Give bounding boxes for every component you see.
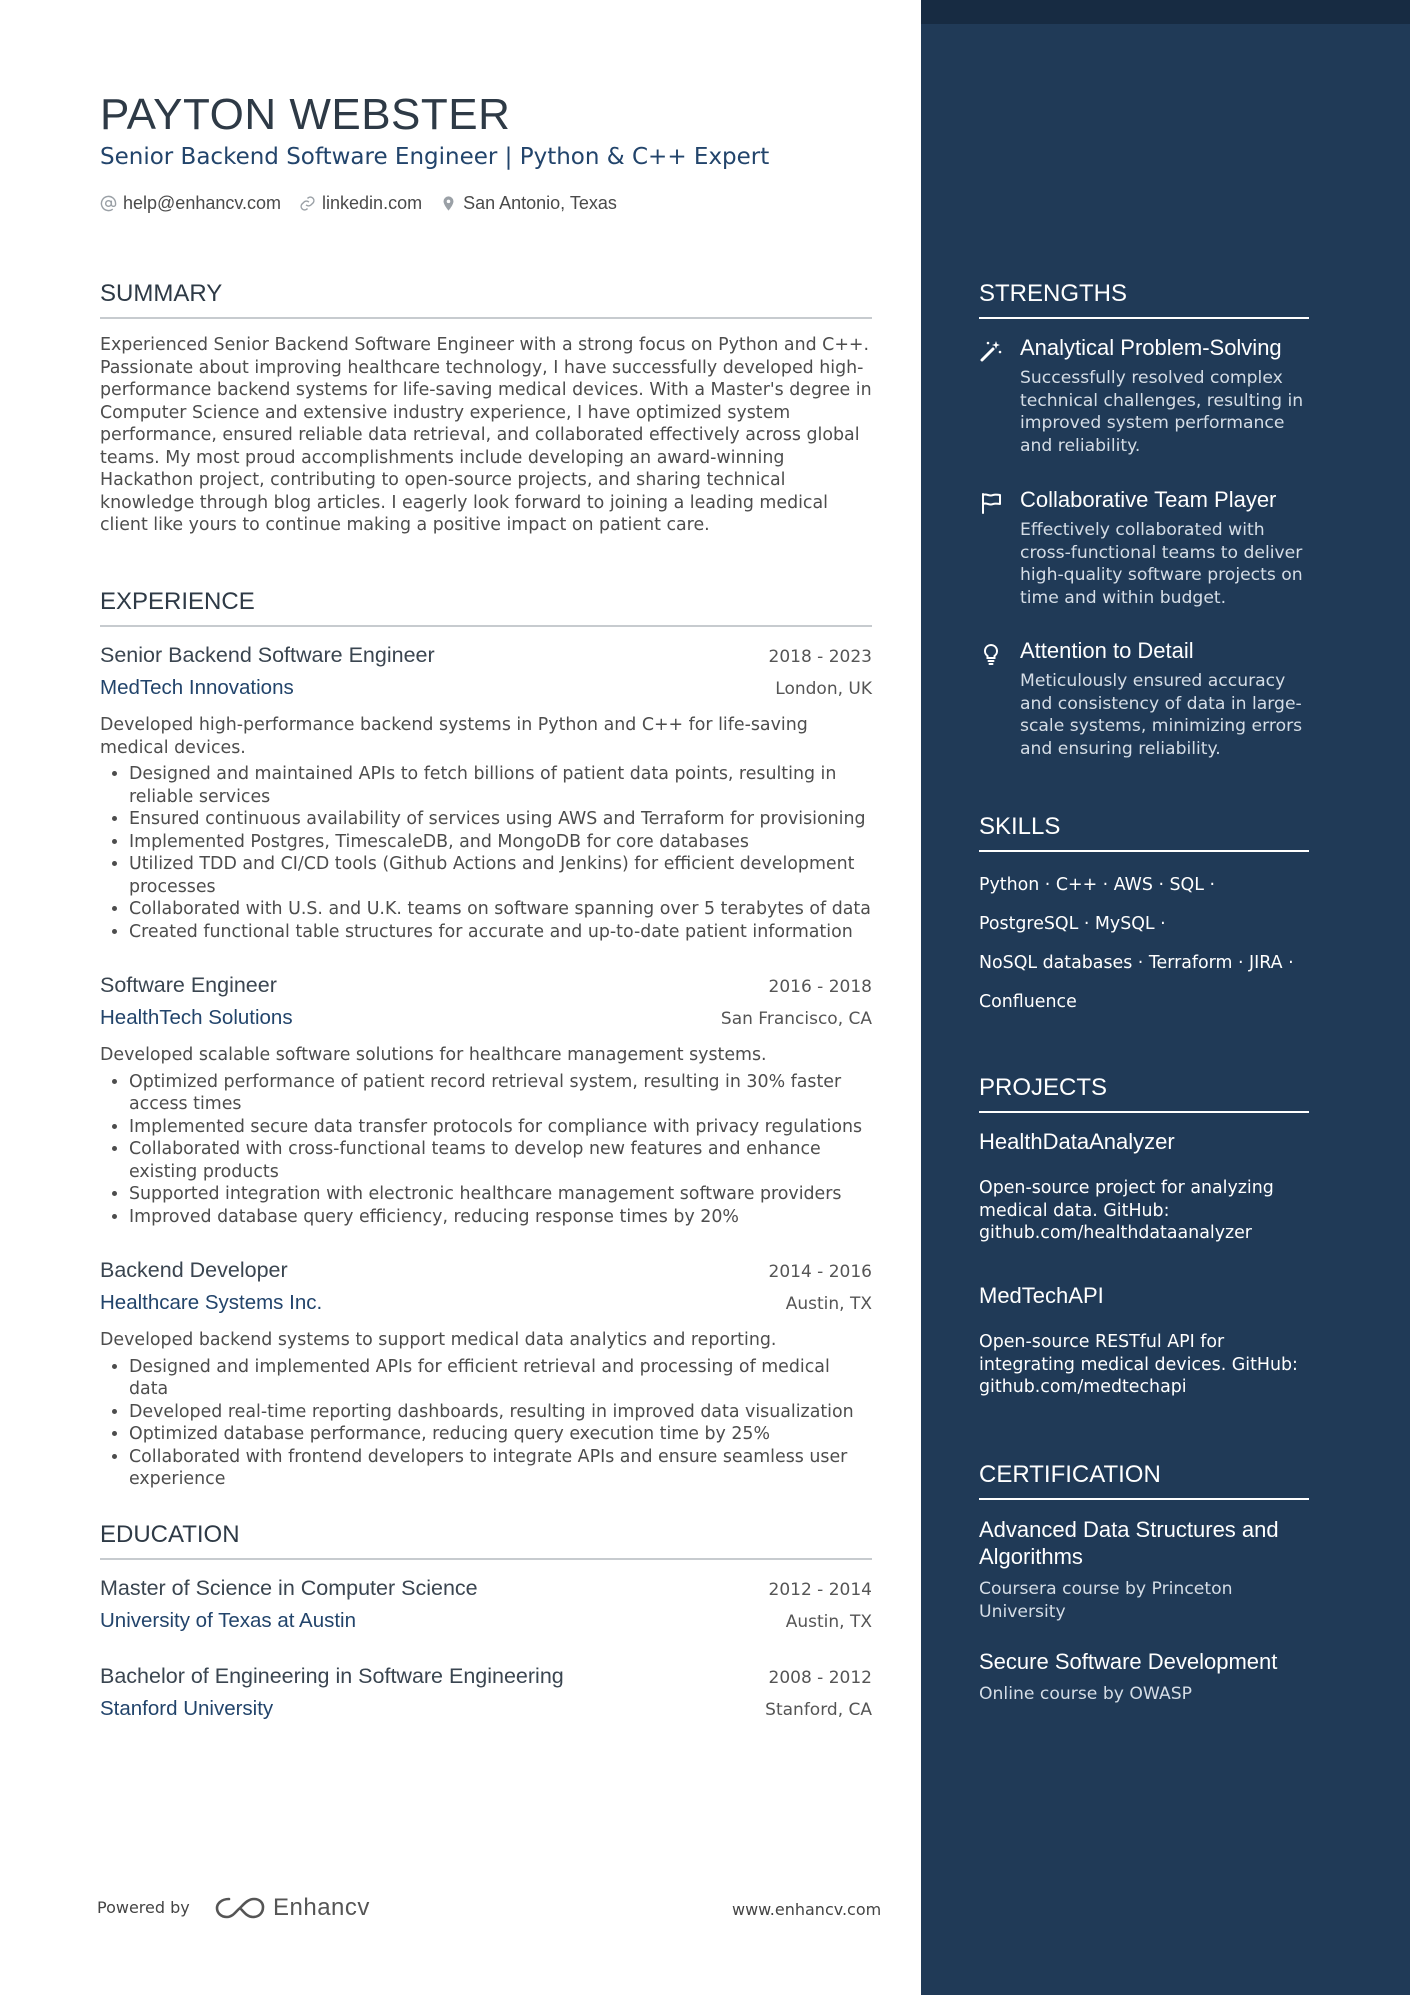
strengths-heading: STRENGTHS (979, 280, 1309, 319)
job-bullet: • Collaborated with frontend developers to integrate APIs and ensure seamless user experience (129, 1446, 872, 1491)
certification-description: Online course by OWASP (979, 1684, 1192, 1704)
school: University of Texas at Austin (100, 1609, 356, 1632)
certification-title: Advanced Data Structures and Algorithms (979, 1517, 1279, 1569)
job-dates: 2014 - 2016 (768, 1262, 872, 1282)
project-item (979, 1129, 1309, 1245)
job-bullets (100, 1356, 872, 1491)
at-sign-icon (100, 195, 117, 212)
contact-bar (100, 193, 617, 214)
skills-heading: SKILLS (979, 813, 1309, 852)
candidate-name: PAYTON WEBSTER (100, 90, 511, 139)
headline: Senior Backend Software Engineer | Python & C++ Expert (100, 144, 770, 170)
summary-text: Experienced Senior Backend Software Engineer with a strong focus on Python and C++. Passionate about improving healthcare technology, I have successfully developed high-performance backend systems for life-saving medical devices. With a Master's degree in Computer Science and extensive industry experience, I have optimized system performance, ensured reliable data retrieval, and collaborated effectively across global teams. My most proud accomplishments include developing an award-winning Hackathon project, contributing to open-source projects, and sharing technical knowledge through blog articles. I eagerly look forward to joining a leading medical client like yours to continue making a positive impact on patient care. (100, 335, 872, 535)
job-bullet: • Ensured continuous availability of services using AWS and Terraform for provisioning (129, 808, 872, 831)
footer-url[interactable]: www.enhancv.com (732, 1900, 882, 1919)
school-location: Austin, TX (785, 1612, 872, 1632)
experience-entry (100, 1258, 872, 1491)
job-bullet: • Improved database query efficiency, reducing response times by 20% (129, 1206, 872, 1229)
skills-line: PostgreSQL · MySQL · (979, 914, 1166, 934)
skills-line: Confluence (979, 992, 1077, 1012)
job-bullet: • Collaborated with U.S. and U.K. teams on software spanning over 5 terabytes of data (129, 898, 872, 921)
strength-title: Attention to Detail (1020, 638, 1194, 663)
job-bullet: • Optimized database performance, reducing query execution time by 25% (129, 1423, 872, 1446)
experience-heading: EXPERIENCE (100, 588, 872, 627)
certification-title: Secure Software Development (979, 1649, 1278, 1674)
job-bullet: • Implemented secure data transfer protocols for compliance with privacy regulations (129, 1116, 872, 1139)
certification-heading: CERTIFICATION (979, 1461, 1309, 1500)
link-icon (299, 195, 316, 212)
sidebar-top-bar (921, 0, 1410, 24)
job-bullet: • Designed and implemented APIs for efficient retrieval and processing of medical data (129, 1356, 872, 1401)
magic-wand-icon (979, 339, 1003, 363)
job-description: Developed scalable software solutions for healthcare management systems. (100, 1045, 767, 1065)
email-text: help@enhancv.com (123, 193, 282, 213)
job-role: Backend Developer (100, 1258, 288, 1282)
contact-email[interactable] (100, 193, 281, 214)
degree: Bachelor of Engineering in Software Engineering (100, 1664, 564, 1688)
skills-line: Python · C++ · AWS · SQL · (979, 875, 1215, 895)
enhancv-logo[interactable] (215, 1894, 370, 1922)
job-dates: 2018 - 2023 (768, 647, 872, 667)
degree: Master of Science in Computer Science (100, 1576, 478, 1600)
job-dates: 2016 - 2018 (768, 977, 872, 997)
education-entry (100, 1664, 872, 1721)
project-title: MedTechAPI (979, 1283, 1104, 1308)
school-location: Stanford, CA (765, 1700, 872, 1720)
job-bullet: • Optimized performance of patient record retrieval system, resulting in 30% faster access times (129, 1071, 872, 1116)
location-text: San Antonio, Texas (463, 193, 617, 213)
project-title: HealthDataAnalyzer (979, 1129, 1175, 1154)
summary-heading: SUMMARY (100, 280, 872, 319)
experience-entry (100, 643, 872, 943)
job-bullet: • Implemented Postgres, TimescaleDB, and MongoDB for core databases (129, 831, 872, 854)
certification-item (979, 1516, 1309, 1623)
job-bullet: • Created functional table structures for accurate and up-to-date patient information (129, 921, 872, 944)
flag-icon (979, 491, 1003, 515)
job-bullet: • Supported integration with electronic healthcare management software providers (129, 1183, 872, 1206)
strength-item (979, 638, 1309, 760)
job-bullet: • Utilized TDD and CI/CD tools (Github Actions and Jenkins) for efficient development processes (129, 853, 872, 898)
job-location: San Francisco, CA (720, 1009, 872, 1029)
job-company: HealthTech Solutions (100, 1006, 293, 1029)
project-description: Open-source RESTful API for integrating medical devices. GitHub: github.com/medtechapi (979, 1332, 1298, 1397)
job-location: London, UK (775, 679, 872, 699)
education-entry (100, 1576, 872, 1633)
job-description: Developed high-performance backend systems in Python and C++ for life-saving medical devices. (100, 715, 808, 758)
strength-title: Analytical Problem-Solving (1020, 335, 1282, 360)
job-company: Healthcare Systems Inc. (100, 1291, 323, 1314)
job-role: Senior Backend Software Engineer (100, 643, 435, 667)
map-pin-icon (440, 195, 457, 212)
skills-line: NoSQL databases · Terraform · JIRA · (979, 953, 1294, 973)
job-location: Austin, TX (785, 1294, 872, 1314)
education-dates: 2008 - 2012 (768, 1668, 872, 1688)
job-bullet: • Collaborated with cross-functional teams to develop new features and enhance existing products (129, 1138, 872, 1183)
job-bullets (100, 763, 872, 943)
job-bullet: • Developed real-time reporting dashboards, resulting in improved data visualization (129, 1401, 872, 1424)
contact-location (440, 193, 617, 214)
project-description: Open-source project for analyzing medical data. GitHub: github.com/healthdataanalyzer (979, 1178, 1274, 1243)
education-heading: EDUCATION (100, 1521, 872, 1560)
projects-heading: PROJECTS (979, 1074, 1309, 1113)
experience-entry (100, 973, 872, 1228)
education-dates: 2012 - 2014 (768, 1580, 872, 1600)
enhancv-brand-text: Enhancv (273, 1894, 370, 1921)
job-company: MedTech Innovations (100, 676, 294, 699)
linkedin-text: linkedin.com (322, 193, 423, 213)
strength-description: Effectively collaborated with cross-functional teams to deliver high-quality software projects on time and within budget. (1020, 520, 1303, 608)
enhancv-logo-icon (215, 1895, 265, 1921)
strength-item (979, 487, 1309, 609)
job-bullets (100, 1071, 872, 1229)
skills-list (979, 866, 1299, 1022)
strength-description: Successfully resolved complex technical challenges, resulting in improved system performance and reliability. (1020, 368, 1304, 456)
powered-by-label: Powered by (97, 1898, 190, 1917)
school: Stanford University (100, 1697, 274, 1720)
certification-item (979, 1648, 1309, 1706)
certification-description: Coursera course by Princeton University (979, 1579, 1233, 1622)
contact-linkedin[interactable] (299, 193, 422, 214)
strength-item (979, 335, 1309, 457)
job-role: Software Engineer (100, 973, 277, 997)
lightbulb-icon (979, 642, 1003, 666)
job-bullet: • Designed and maintained APIs to fetch billions of patient data points, resulting in reliable services (129, 763, 872, 808)
project-item (979, 1283, 1309, 1399)
job-description: Developed backend systems to support medical data analytics and reporting. (100, 1330, 777, 1350)
strength-description: Meticulously ensured accuracy and consistency of data in large-scale systems, minimizing errors and ensuring reliability. (1020, 671, 1303, 759)
strength-title: Collaborative Team Player (1020, 487, 1277, 512)
